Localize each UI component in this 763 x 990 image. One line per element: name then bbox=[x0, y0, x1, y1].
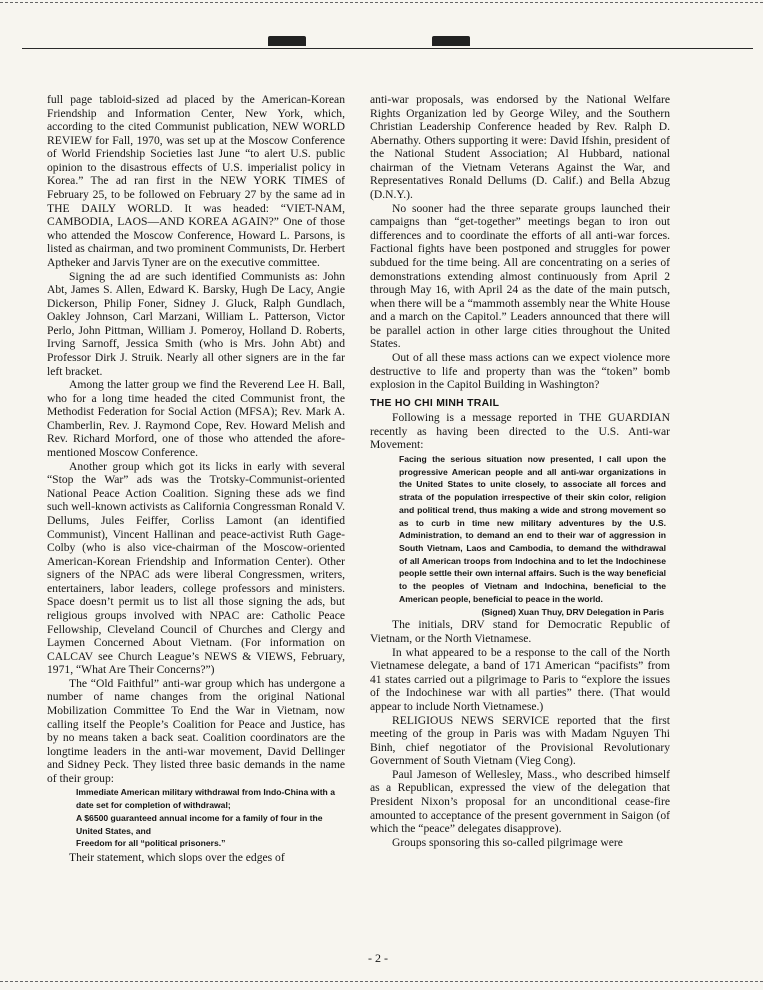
paragraph: The initials, DRV stand for Democratic Republic of Vietnam, or the North Vietnamese. bbox=[370, 618, 670, 646]
paragraph: The “Old Faithful” anti-war group which has undergone a number of name changes from the original National Mobilization Committee To End the War in Vietnam, now calling itself the People’s Coalition for Peace and Justice, has by no means taken a back seat. Coalition coordinators are the longtime leaders in the anti-war movement, David Dellinger and Sidney Peck. They listed three basic demands in the name of their group: bbox=[47, 676, 345, 785]
header-rule bbox=[22, 48, 753, 49]
paragraph: anti-war proposals, was endorsed by the National Welfare Rights Organization led by George Wiley, and the Southern Christian Leadership Conference headed by Rev. Ralph D. Abernathy. Others supporting it were: David Ifshin, president of the National Student Association; Al Hubbard, national chairman of the Vietnam Veterans Against the War, and Representatives Ronald Dellums (D. Calif.) and Bella Abzug (D.N.Y.). bbox=[370, 93, 670, 202]
paragraph: Groups sponsoring this so-called pilgrimage were bbox=[392, 835, 623, 849]
quote-signature: (Signed) Xuan Thuy, DRV Delegation in Paris bbox=[481, 607, 664, 618]
demands-list bbox=[76, 786, 341, 850]
left-column bbox=[47, 93, 345, 865]
demand-item: Immediate American military withdrawal from Indo-China with a date set for completion of withdrawal; bbox=[76, 787, 335, 811]
paragraph: Their statement, which slops over the edges of bbox=[69, 851, 285, 864]
paragraph: Among the latter group we find the Reverend Lee H. Ball, who for a long time headed the cited Communist front, the Methodist Federation for Social Action (MFSA); Rev. Mark A. Chamberlin, Rev. J. Raymond Cope, Rev. Howard Melish and Rev. Richard Morford, one of those who attended the afore-mentioned Moscow Conference. bbox=[47, 378, 345, 460]
right-column bbox=[370, 93, 670, 849]
paragraph: No sooner had the three separate groups launched their campaigns than “get-together” meetings began to iron out differences and to coordinate the efforts of all anti-war forces. Factional fights have been postponed and struggles for power subdued for the time being. All are concentrating on a series of demonstrations extending almost continuously from April 2 through May 16, with April 24 as the date of the main putsch, when there will be a “mammoth assembly near the White House and a march on the Capitol.” Leaders announced that there will be parallel action in other large cities throughout the United States. bbox=[370, 201, 670, 351]
paragraph: RELIGIOUS NEWS SERVICE reported that the first meeting of the group in Paris was with Madam Nguyen Thi Binh, chief negotiator of the Provisional Revolutionary Government of South Vietnam (Vieg Cong). bbox=[370, 713, 670, 768]
bottom-perforation-line bbox=[0, 981, 763, 982]
section-heading: THE HO CHI MINH TRAIL bbox=[370, 397, 500, 409]
demand-item: A $6500 guaranteed annual income for a family of four in the United States, and bbox=[76, 812, 323, 836]
page-number: - 2 - bbox=[368, 951, 388, 965]
paragraph: Signing the ad are such identified Communists as: John Abt, James S. Allen, Edward K. Barsky, Hugh De Lacy, Angie Dickerson, Philip Foner, Sidney J. Gluck, Ralph Gundlach, Oakley Johnson, Carl Marzani, William L. Patterson, Victor Perlo, John Pittman, William J. Pomeroy, Holland D. Roberts, Irving Sarnoff, Jessica Smith (who is Mrs. John Abt) and Professor Dirk J. Struik. Nearly all other signers are in the far left bracket. bbox=[47, 269, 345, 378]
binder-clip-mark bbox=[268, 36, 306, 46]
demand-item: Freedom for all “political prisoners.” bbox=[76, 838, 226, 849]
paragraph: full page tabloid-sized ad placed by the American-Korean Friendship and Information Center, New York, which, according to the cited Communist publication, NEW WORLD REVIEW for Fall, 1970, was set up at the Moscow Conference of World Friendship Societies last June “to alert U.S. public opinion to the disastrous effects of U.S. imperialist policy in Korea.” The ad ran first in the NEW YORK TIMES of February 25, to be followed on February 27 by the same ad in THE DAILY WORLD. It was headed: “VIET-NAM, CAMBODIA, LAOS—AND KOREA AGAIN?” One of those who attended the Moscow Conference, Howard L. Parsons, is listed as chairman, and two prominent Communists, Dr. Herbert Aptheker and Jarvis Tyner are on the executive committee. bbox=[47, 93, 345, 269]
paragraph: Another group which got its licks in early with several “Stop the War” ads was the Trotsky-Communist-oriented National Peace Action Coalition. Signing these ads we find such well-known activists as California Congressman Ronald V. Dellums, Jules Feiffer, Corliss Lamont (an identified Communist), Vincent Hallinan and peace-activist Ruth Gage-Colby (who is also vice-chairman of the Moscow-oriented American-Korean Friendship and Information Center). Other signers of the NPAC ads were liberal Congressmen, writers, entertainers, labor leaders, college professors and ministers. Space doesn’t permit us to list all those signing the ads, but religious groups involved with NPAC are: Catholic Peace Fellowship, Cleveland Council of Churches and Clergy and Laymen Concerned About Vietnam. (For information on CALCAV see Church League’s NEWS & VIEWS, February, 1971, “What Are Their Concerns?”) bbox=[47, 459, 345, 677]
paragraph: In what appeared to be a response to the call of the North Vietnamese delegate, a band of 171 American “pacifists” from 41 states carried out a pilgrimage to Paris to “explore the issues of the Indochinese war with all parties” there. (That would appear to include North Vietnamese.) bbox=[370, 645, 670, 713]
paragraph: Following is a message reported in THE GUARDIAN recently as having been directed to the U.S. Anti-war Movement: bbox=[370, 411, 670, 452]
block-quote: Facing the serious situation now presented, I call upon the progressive American people and all anti-war organizations in the United States to unite closely, to associate all forces and strata of the population irrespective of their skin color, religion and political trend, thus making a wide and strong movement so as to curb in time new military adventures by the U.S. Administration, to demand an end to their war of aggression in South Vietnam, Laos and Cambodia, to demand the withdrawal of all American troops from Indochina and to let the Indochinese people settle their own internal affairs. Such is the way beneficial to the peoples of Vietnam and Indochina, beneficial to the American people, beneficial to peace in the world. bbox=[399, 454, 666, 604]
binder-clip-mark bbox=[432, 36, 470, 46]
top-perforation-line bbox=[0, 2, 763, 3]
paragraph: Out of all these mass actions can we expect violence more destructive to life and property than was the “token” bomb explosion in the Capitol Building in Washington? bbox=[370, 350, 670, 392]
paragraph: Paul Jameson of Wellesley, Mass., who described himself as a Republican, expressed the view of the delegation that President Nixon’s proposal for an unconditional cease-fire amounted to acceptance of the present government in Saigon (of which the “peace” delegates disapprove). bbox=[370, 767, 670, 836]
